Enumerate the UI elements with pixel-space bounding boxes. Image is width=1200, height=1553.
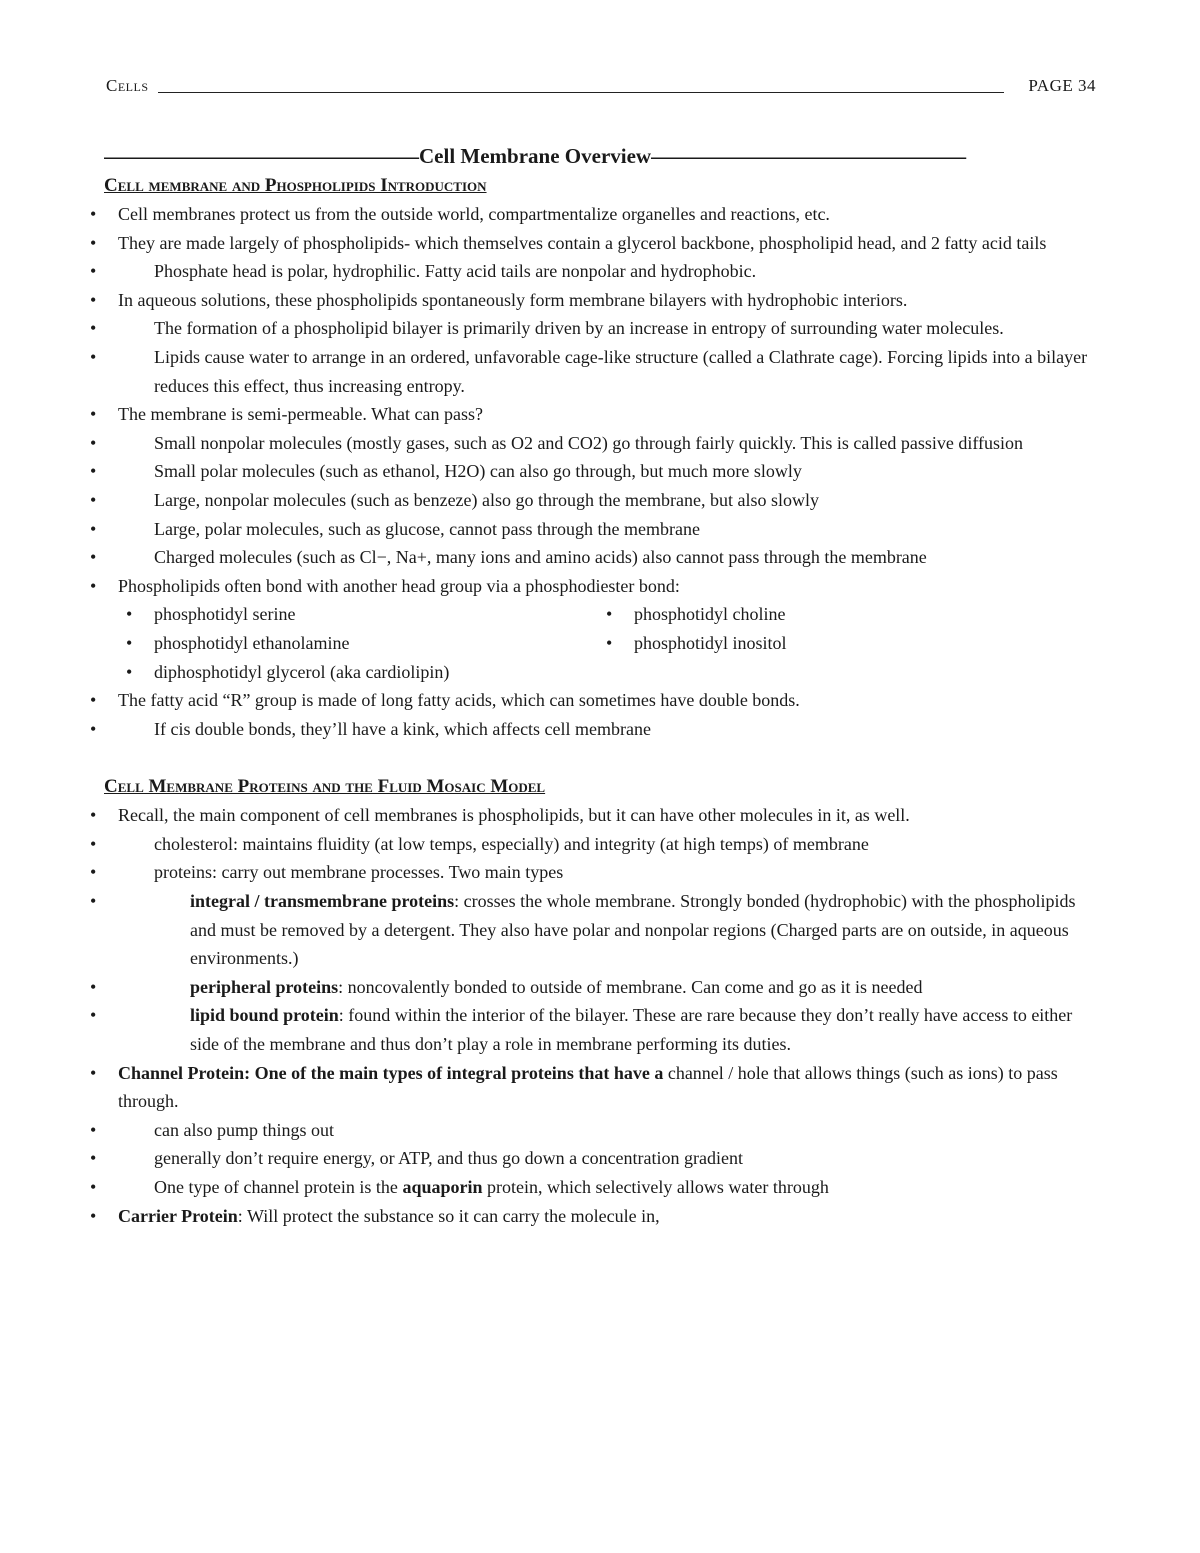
term-integral-proteins: integral / transmembrane proteins <box>190 891 455 912</box>
list-item: • phosphotidyl ethanolamine <box>140 629 620 658</box>
list-item: • Small nonpolar molecules (mostly gases, such as O2 and CO2) go through fairly quickly. This is called passive diffusion <box>104 429 1094 458</box>
definition-text: : Will protect the substance so it can carry the molecule in, <box>237 1205 660 1226</box>
list-item: • can also pump things out <box>104 1116 1094 1145</box>
list-item: • Phospholipids often bond with another head group via a phosphodiester bond: <box>104 572 1094 601</box>
list-item <box>104 1202 1094 1231</box>
list-item: • Large, nonpolar molecules (such as benzeze) also go through the membrane, but also slowly <box>104 486 1094 515</box>
definition-text: : found within the interior of the bilayer. These are rare because they don’t really have access to either side of the membrane and thus don’t play a role in membrane performing its duties. <box>190 1005 1073 1055</box>
text-run: One type of channel protein is the <box>154 1177 403 1197</box>
definition-text: channel / hole that allows things (such as ions) to pass through. <box>118 1062 1058 1112</box>
term-aquaporin: aquaporin <box>402 1177 483 1197</box>
list-item: • Phosphate head is polar, hydrophilic. Fatty acid tails are nonpolar and hydrophobic. <box>104 257 1094 286</box>
list-item: • diphosphotidyl glycerol (aka cardiolipin) <box>140 658 1094 687</box>
definition-text: : crosses the whole membrane. Strongly bonded (hydrophobic) with the phospholipids and must be removed by a detergent. They also have polar and nonpolar regions (Charged parts are on outside, in aqueous environments.) <box>190 891 1076 969</box>
list-item: • Small polar molecules (such as ethanol, H2O) can also go through, but much more slowly <box>104 457 1094 486</box>
list-item <box>104 1001 1094 1058</box>
list-item <box>104 1059 1094 1116</box>
page-content <box>104 140 1094 1230</box>
list-item: • Recall, the main component of cell membranes is phospholipids, but it can have other molecules in it, as well. <box>104 801 1094 830</box>
list-item: • phosphotidyl inositol <box>620 629 1094 658</box>
page-title: ———————————————Cell Membrane Overview——————————————— <box>104 144 967 168</box>
list-item: • generally don’t require energy, or ATP, and thus go down a concentration gradient <box>104 1144 1094 1173</box>
list-item: • Lipids cause water to arrange in an ordered, unfavorable cage-like structure (called a Clathrate cage). Forcing lipids into a bilayer reduces this effect, thus increasing entropy. <box>104 343 1094 400</box>
header-page-number: PAGE 34 <box>1028 76 1096 95</box>
text-run: protein, which selectively allows water through <box>482 1177 829 1197</box>
list-item: • proteins: carry out membrane processes. Two main types <box>104 858 1094 887</box>
list-item: • Charged molecules (such as Cl−, Na+, many ions and amino acids) also cannot pass through the membrane <box>104 543 1094 572</box>
head-group-list <box>104 600 1094 686</box>
list-item: • Cell membranes protect us from the outside world, compartmentalize organelles and reactions, etc. <box>104 200 1094 229</box>
term-lipid-bound-protein: lipid bound protein <box>190 1005 339 1026</box>
list-item: • phosphotidyl serine <box>140 600 620 629</box>
list-item <box>104 1173 1094 1202</box>
list-item: • The membrane is semi-permeable. What can pass? <box>104 400 1094 429</box>
list-item: • In aqueous solutions, these phospholipids spontaneously form membrane bilayers with hydrophobic interiors. <box>104 286 1094 315</box>
list-item <box>104 973 1094 1002</box>
header-chapter: Cells <box>106 76 149 95</box>
head-group-row <box>140 658 1094 687</box>
list-item: • cholesterol: maintains fluidity (at low temps, especially) and integrity (at high temps) of membrane <box>104 830 1094 859</box>
head-group-row <box>140 600 1094 629</box>
head-group-row <box>140 629 1094 658</box>
list-item: • The fatty acid “R” group is made of long fatty acids, which can sometimes have double bonds. <box>104 686 1094 715</box>
list-item: • The formation of a phospholipid bilayer is primarily driven by an increase in entropy of surrounding water molecules. <box>104 314 1094 343</box>
section-heading-membrane-proteins: Cell Membrane Proteins and the Fluid Mosaic Model <box>104 776 546 798</box>
header-rule <box>158 92 1004 93</box>
section-heading-phospholipids: Cell membrane and Phospholipids Introduction <box>104 175 487 196</box>
term-carrier-protein: Carrier Protein <box>118 1205 238 1226</box>
list-item <box>104 887 1094 973</box>
term-peripheral-proteins: peripheral proteins <box>190 976 339 997</box>
running-header <box>106 76 1096 96</box>
list-item: • Large, polar molecules, such as glucose, cannot pass through the membrane <box>104 515 1094 544</box>
list-item: • phosphotidyl choline <box>620 600 1094 629</box>
term-channel-protein: Channel Protein: One of the main types of integral proteins that have a <box>118 1062 664 1083</box>
list-item: • If cis double bonds, they’ll have a kink, which affects cell membrane <box>104 715 1094 744</box>
list-item: • They are made largely of phospholipids- which themselves contain a glycerol backbone, phospholipid head, and 2 fatty acid tails <box>104 229 1094 258</box>
definition-text: : noncovalently bonded to outside of membrane. Can come and go as it is needed <box>338 976 923 997</box>
